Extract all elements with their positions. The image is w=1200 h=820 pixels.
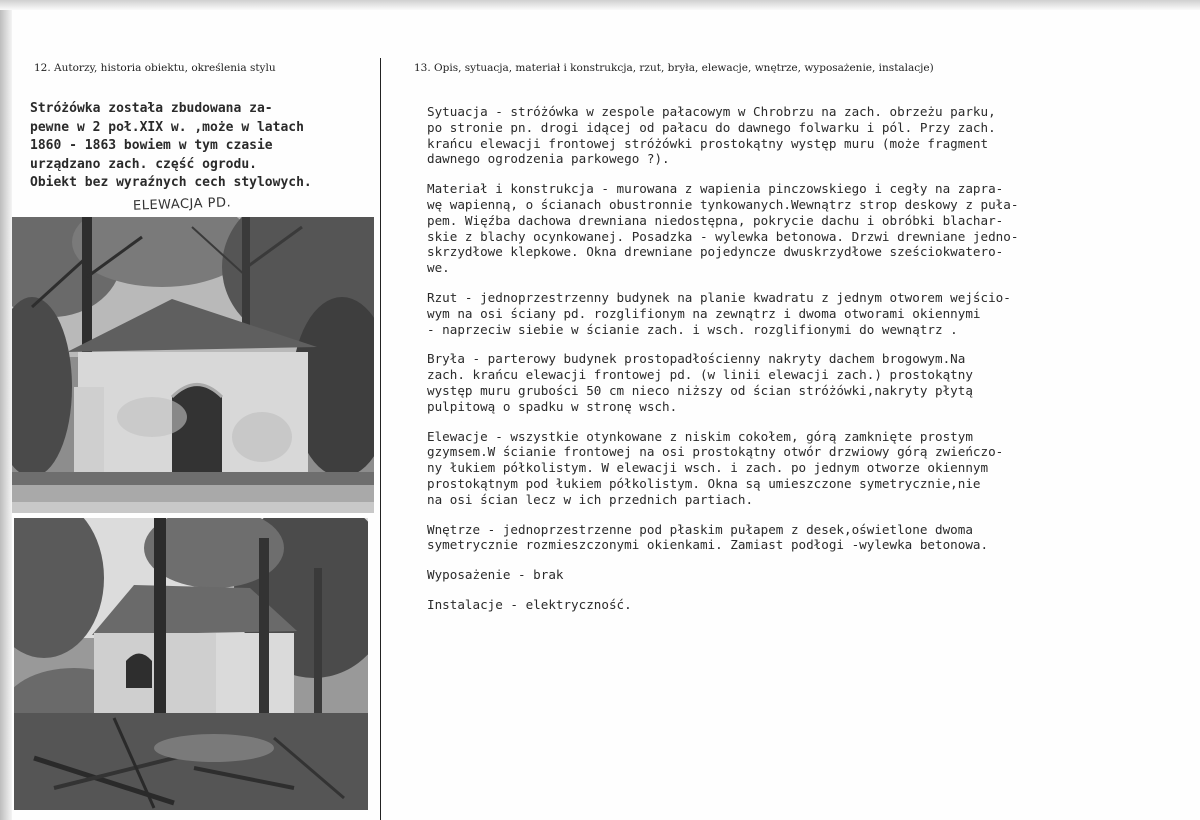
description-line: wym na osi ściany pd. rozglifionym na zewnątrz i dwoma otworami okiennymi [427,305,981,321]
description-line: symetrycznie rozmieszczonymi okienkami. Zamiast podłogi -wylewka betonowa. [427,537,989,553]
paragraph-elewacje [427,429,1197,508]
photo-south-elevation-image [12,217,374,513]
paragraph-material [427,181,1197,276]
section-12-header: 12. Autorzy, historia obiektu, określenia stylu [34,62,276,74]
page-edge-shadow [0,0,12,820]
paragraph-rzut [427,290,1197,337]
description-line: - naprzeciw siebie w ścianie zach. i wsch. rozglifionymi do wewnątrz . [427,321,958,337]
description-text [427,104,1197,627]
paragraph-wyposazenie [427,567,1197,583]
paragraph-bryla [427,351,1197,414]
description-line: skie z blachy ocynkowanej. Posadzka - wylewka betonowa. Drzwi drewniane jedno- [427,228,1019,244]
description-line: Wnętrze - jednoprzestrzenne pod płaskim pułapem z desek,oświetlone dwoma [427,521,973,537]
history-line: Stróżówka została zbudowana za- [30,101,273,116]
history-line: 1860 - 1863 bowiem w tym czasie [30,138,273,153]
description-line: występ muru grubości 50 cm nieco niższy od ścian stróżówki,nakryty płytą [427,382,973,398]
photo-caption: ELEWACJA PD. [132,195,232,214]
description-line: Instalacje - elektryczność. [427,596,632,612]
paragraph-sytuacja [427,104,1197,167]
description-line: na osi ścian lecz w ich przednich partiach. [427,491,754,507]
description-line: prostokątnym pod łukiem półkolistym. Okna są umieszczone symetrycznie,nie [427,475,981,491]
description-line: Wyposażenie - brak [427,567,564,583]
column-divider [380,58,381,820]
paragraph-wnetrze [427,522,1197,554]
description-line: zach. krańcu elewacji frontowej pd. (w linii elewacji zach.) prostokątny [427,367,973,383]
page-edge-shadow-top [0,0,1200,10]
history-line: urządzano zach. część ogrodu. [30,156,257,172]
description-line: dawnego ogrodzenia parkowego ?). [427,151,670,167]
description-line: pulpitową o spadku w stronę wsch. [427,398,678,414]
description-line: we. [427,260,450,276]
paragraph-instalacje [427,597,1197,613]
description-line: ny łukiem półkolistym. W elewacji wsch. i zach. po jednym otworze okiennym [427,460,989,476]
description-line: Materiał i konstrukcja - murowana z wapienia pinczowskiego i cegły na zapra- [427,181,1004,197]
description-line: gzymsem.W ścianie frontowej na osi prostokątny otwór drzwiowy górą zwieńczo- [427,444,1004,460]
history-line: Obiekt bez wyraźnych cech stylowych. [30,175,312,190]
section-13-header: 13. Opis, sytuacja, materiał i konstrukcja, rzut, bryła, elewacje, wnętrze, wyposażenie, instalacje) [414,62,934,74]
description-line: Rzut - jednoprzestrzenny budynek na planie kwadratu z jednym otworem wejścio- [427,289,1011,305]
description-line: skrzydłowe klepkowe. Okna drewniane pojedyncze dwuskrzydłowe sześciokwatero- [427,244,1004,260]
history-line: pewne w 2 poł.XIX w. ,może w latach [30,119,304,135]
history-text [30,100,380,193]
description-line: po stronie pn. drogi idącej od pałacu do dawnego folwarku i pól. Przy zach. [427,119,996,135]
photo-side-view [14,518,368,810]
description-line: Elewacje - wszystkie otynkowane z niskim cokołem, górą zamknięte prostym [427,428,973,444]
description-line: Sytuacja - stróżówka w zespole pałacowym w Chrobrzu na zach. obrzeżu parku, [427,104,996,119]
photo-south-elevation [12,217,374,513]
description-line: wę wapienną, o ścianach obustronnie tynkowanych.Wewnątrz strop deskowy z puła- [427,196,1019,212]
photo-side-view-image [14,518,368,810]
description-line: pem. Więźba dachowa drewniana niedostępna, pokrycie dachu i obróbki blachar- [427,212,1004,228]
description-line: Bryła - parterowy budynek prostopadłościenny nakryty dachem brogowym.Na [427,351,966,367]
description-line: krańcu elewacji frontowej stróżówki prostokątny występ muru (może fragment [427,135,989,151]
